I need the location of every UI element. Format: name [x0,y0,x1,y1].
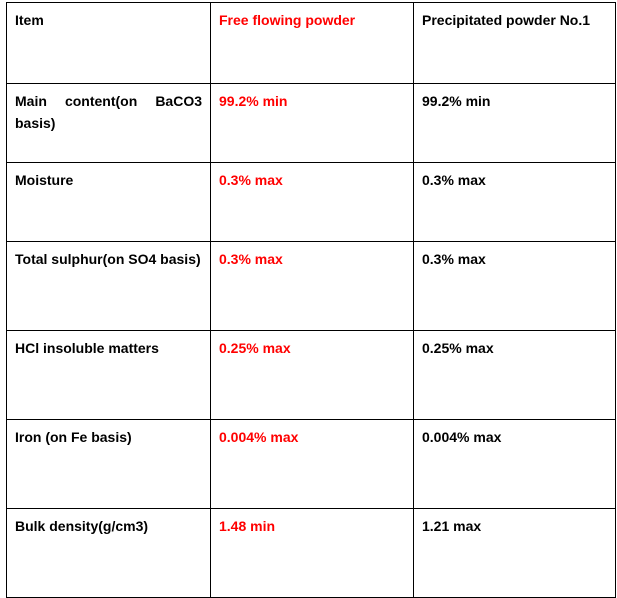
table-header-row [7,3,616,84]
specification-table [6,2,616,598]
row-item-label: Bulk density(g/cm3) [7,509,211,598]
row-item-label: Iron (on Fe basis) [7,420,211,509]
row-free-flowing-value: 0.004% max [211,420,414,509]
row-item-label: HCl insoluble matters [7,331,211,420]
row-item-label: Moisture [7,163,211,242]
row-precipitated-value: 99.2% min [414,84,616,163]
table-row [7,163,616,242]
table-row [7,242,616,331]
header-precipitated-powder: Precipitated powder No.1 [414,3,616,84]
header-free-flowing-powder: Free flowing powder [211,3,414,84]
row-free-flowing-value: 0.3% max [211,242,414,331]
row-precipitated-value: 0.004% max [414,420,616,509]
header-item: Item [7,3,211,84]
row-precipitated-value: 0.3% max [414,163,616,242]
row-precipitated-value: 1.21 max [414,509,616,598]
table-row [7,331,616,420]
table-row [7,84,616,163]
row-item-label: Main content(on BaCO3 basis) [7,84,211,163]
row-free-flowing-value: 1.48 min [211,509,414,598]
table-row [7,509,616,598]
row-free-flowing-value: 0.3% max [211,163,414,242]
row-item-label: Total sulphur(on SO4 basis) [7,242,211,331]
row-precipitated-value: 0.3% max [414,242,616,331]
row-free-flowing-value: 0.25% max [211,331,414,420]
row-free-flowing-value: 99.2% min [211,84,414,163]
table-row [7,420,616,509]
row-precipitated-value: 0.25% max [414,331,616,420]
